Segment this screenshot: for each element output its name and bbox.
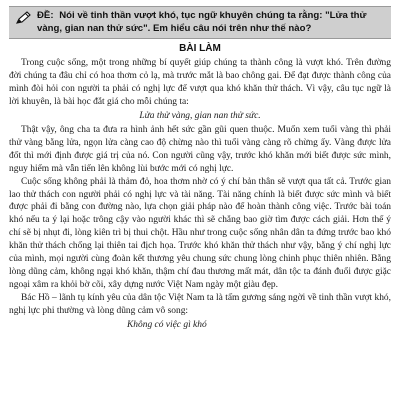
paragraph-example: Bác Hồ – lãnh tụ kính yêu của dân tộc Việt Nam ta là tấm gương sáng ngời về tinh thần vượt khó, nghị lực phi thường và lòng dũng cảm vô song: (9, 293, 391, 317)
paragraph-intro: Trong cuộc sống, một trong những bí quyết giúp chúng ta thành công là vượt khó. Trên đường đời chúng ta đâu chỉ có hoa thơm cỏ lạ, mà trước mắt là bao chông gai. Để đạt được thành công của mình đòi hỏi con người ta phải có nghị lực để vượt qua khó khăn thử thách. Vì vậy, câu tục ngữ là lời khuyên, là bài học đắt giá cho mỗi chúng ta: (9, 58, 391, 107)
topic-box (9, 6, 391, 39)
poem-line: Không có việc gì khó (127, 320, 207, 331)
topic-text: Nói về tinh thần vượt khó, tục ngữ khuyên chúng ta rằng: "Lửa thử vàng, gian nan thử sức". Em hiểu câu nói trên như thế nào? (37, 10, 367, 34)
proverb-quote: Lửa thử vàng, gian nan thử sức. (139, 110, 261, 121)
pencil-icon (15, 11, 31, 25)
essay-heading: BÀI LÀM (179, 43, 221, 54)
paragraph-explanation: Thật vậy, ông cha ta đưa ra hình ảnh hết sức gần gũi quen thuộc. Muốn xem tuổi vàng thì phải thử vàng bằng lửa, ngọn lửa càng cao độ chừng nào thì tuổi vàng càng rõ chừng ấy. Vàng được lửa đốt thì mới định được giá trị của nó. Con người cũng vậy, trước khó khăn mới biết được sức mình, nguy hiểm mà vẫn tiến lên không lùi bước mới có nghị lực. (9, 124, 391, 174)
paragraph-discussion: Cuộc sống không phải là thảm đỏ, hoa thơm nhờ có ý chí bản thân sẽ vượt qua tất cả. Trước gian lao thử thách con người phải có nghị lực và tài năng. Tài năng chính là biết được sức mình và biết được phải đi bằng con đường nào, lựa chọn giải pháp nào để hoàn thành công việc. Trước bài toán khó nếu ta ý lại hoặc trông cậy vào người khác thì sẽ chẳng bao giờ tìm được cách giải. Hơn thế ý chí sẽ bị nhụt đi, lòng kiên trì bị thui chột. Hầu như trong cuộc sống nhân dân ta đứng trước bao khó khăn thử thách chống lại thiên tai địch họa. Trước khó khăn thử thách như vậy, bằng ý chí nghị lực của mình, mọi người cùng đoàn kết thương yêu chung sức chung lòng chinh phục thiên nhiên. Bằng lòng dũng cảm, không ngại khó khăn, thậm chí đau thương mất mát, dân tộc ta đánh đuổi được giặc ngoại xâm ra khỏi bờ cõi, xây dựng nước Việt Nam ngày một giàu đẹp. (9, 176, 391, 291)
topic-label: ĐỀ: (37, 10, 54, 21)
